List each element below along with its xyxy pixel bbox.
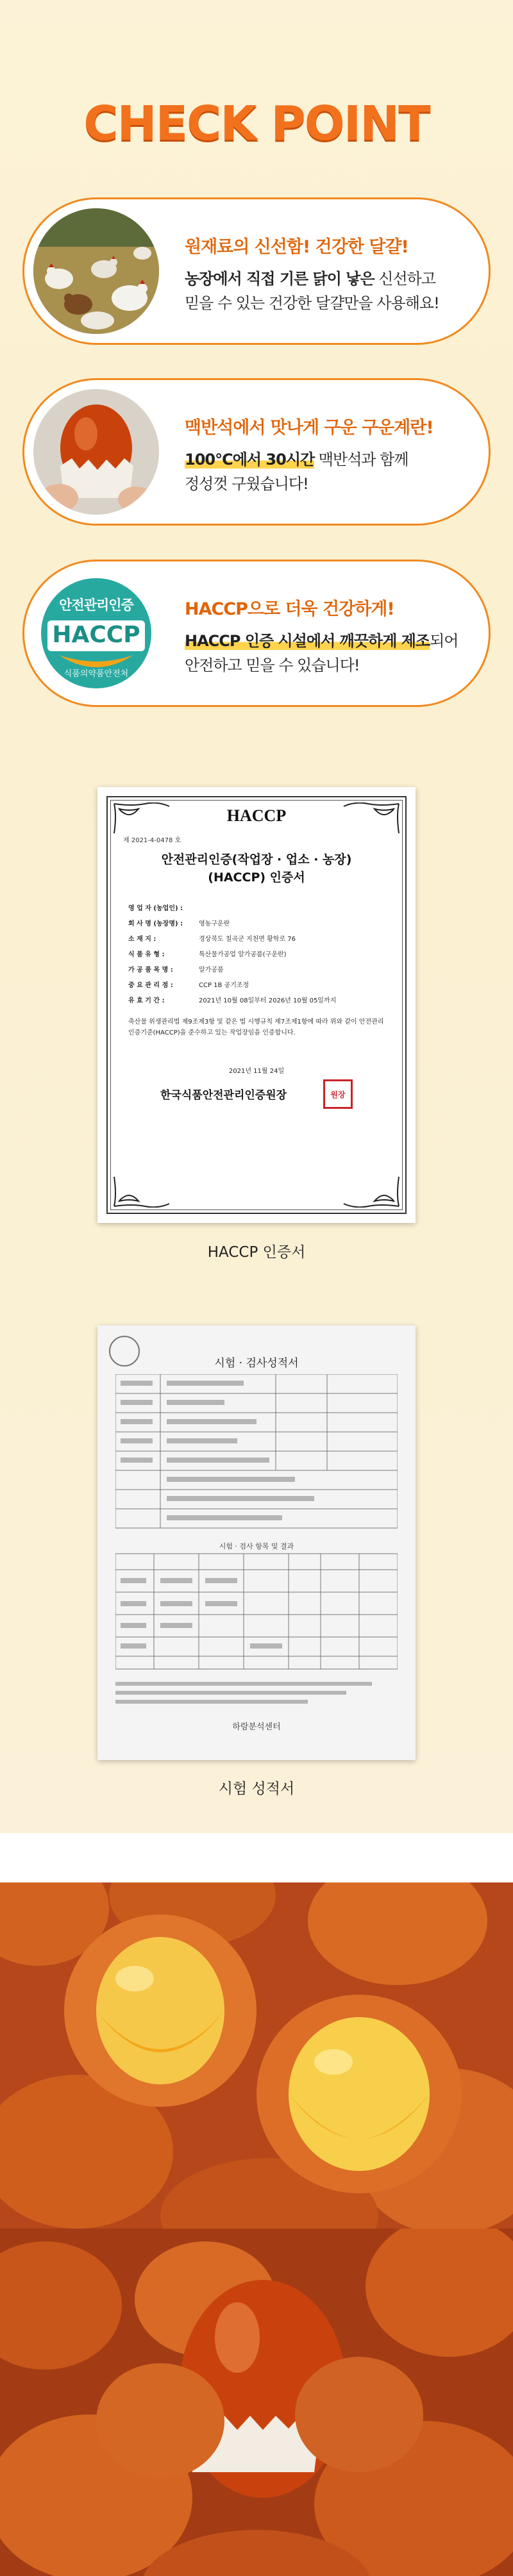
certificate-field-value: 경상북도 칠곡군 지천면 황학로 76 — [199, 936, 296, 943]
certificate-field-row — [128, 932, 385, 947]
certificate-badge: HACCP — [226, 806, 287, 825]
certificate-seal-text: 원장 — [330, 1090, 346, 1099]
checkpoint-card-roasted — [22, 378, 491, 526]
cut-egg-photo — [0, 1882, 513, 2229]
certificate-field-label: 식 품 유 형 : — [128, 951, 165, 958]
test-report — [97, 1325, 416, 1760]
certificate-field-label: 회 사 명 (농장명) : — [128, 920, 183, 927]
certificate-field-value: 영농구운란 — [199, 920, 230, 927]
certificate-body: 축산물 위생관리법 제9조제3항 및 같은 법 시행규칙 제7조제1항에 따라 위와 같이 안전관리인증기준(HACCP)을 준수하고 있는 작업장임을 인증합니다. — [128, 1018, 384, 1036]
certificate-field-value: 알가공품 — [199, 967, 224, 974]
certificate-field-row — [128, 901, 385, 917]
certificate-field-row — [128, 993, 385, 1009]
certificate-field-row — [128, 947, 385, 963]
page-title: CHECK POINT — [83, 96, 430, 151]
card-description: 농장에서 직접 기른 닭이 낳은 신선하고 믿을 수 있는 건강한 달걀만을 사용해요! — [185, 270, 439, 312]
card-title: HACCP으로 더욱 건강하게! — [185, 599, 394, 619]
chicken-farm-photo — [33, 208, 159, 334]
certificate-number: 제 2021-4-0478 호 — [123, 837, 181, 844]
haccp-logo-bottom-text: 식품의약품안전처 — [63, 669, 129, 679]
report-title: 시험 · 검사성적서 — [214, 1357, 299, 1370]
certificate-field-label: 소 재 지 : — [128, 936, 156, 943]
certificate-issuer: 한국식품안전관리인증원장 — [160, 1089, 287, 1102]
certificate-field-label: 유 효 기 간 : — [128, 997, 165, 1004]
ornament-icon — [113, 1176, 171, 1208]
certificate-field-row — [128, 978, 385, 993]
checkpoint-card-fresh — [22, 197, 491, 345]
certificate-field-row — [128, 963, 385, 978]
certificate-seal — [323, 1079, 353, 1109]
checkpoint-card-haccp — [22, 560, 491, 707]
report-section-title: 시험 · 검사 항목 및 결과 — [219, 1542, 294, 1550]
report-caption: 시험 성적서 — [218, 1781, 295, 1797]
ornament-icon — [342, 1176, 400, 1208]
certificate-date: 2021년 11월 24일 — [228, 1068, 285, 1075]
certificate-field-value: CCP 1B 공기조정 — [199, 982, 249, 989]
card-title: 원재료의 신선함! 건강한 달걀! — [185, 237, 408, 257]
certificate-field-value: 특산물가공업 알가공품(구운란) — [199, 951, 287, 958]
card-title: 맥반석에서 맛나게 구운 구운계란! — [185, 418, 433, 438]
haccp-logo — [33, 570, 159, 696]
certificate-title-1: 안전관리인증(작업장 · 업소 · 농장) — [161, 852, 352, 867]
certificate-fields — [128, 901, 385, 1009]
certificate-field-value: 2021년 10월 08일부터 2026년 10월 05일까지 — [199, 997, 337, 1004]
card-description: HACCP 인증 시설에서 깨끗하게 제조되어 안전하고 믿을 수 있습니다! — [185, 632, 458, 674]
report-footer: 하람분석센터 — [232, 1722, 281, 1732]
certificate-field-row — [128, 917, 385, 932]
haccp-logo-main-text: HACCP — [52, 622, 140, 648]
certificate-field-label: 중 요 관 리 점 : — [128, 982, 173, 989]
roasted-eggs-photo — [0, 2229, 513, 2576]
certificate-field-label: 영 업 자 (농업인) : — [128, 905, 183, 912]
certificate-caption: HACCP 인증서 — [207, 1244, 306, 1261]
roasted-egg-photo — [33, 389, 159, 515]
certificate-field-label: 가 공 품 목 명 : — [128, 967, 173, 974]
certificate-title-2: (HACCP) 인증서 — [208, 870, 305, 885]
haccp-logo-top-text: 안전관리인증 — [59, 597, 133, 613]
haccp-certificate — [97, 787, 416, 1223]
card-description: 100°C에서 30시간 맥반석과 함께 정성껏 구웠습니다! — [185, 451, 408, 493]
